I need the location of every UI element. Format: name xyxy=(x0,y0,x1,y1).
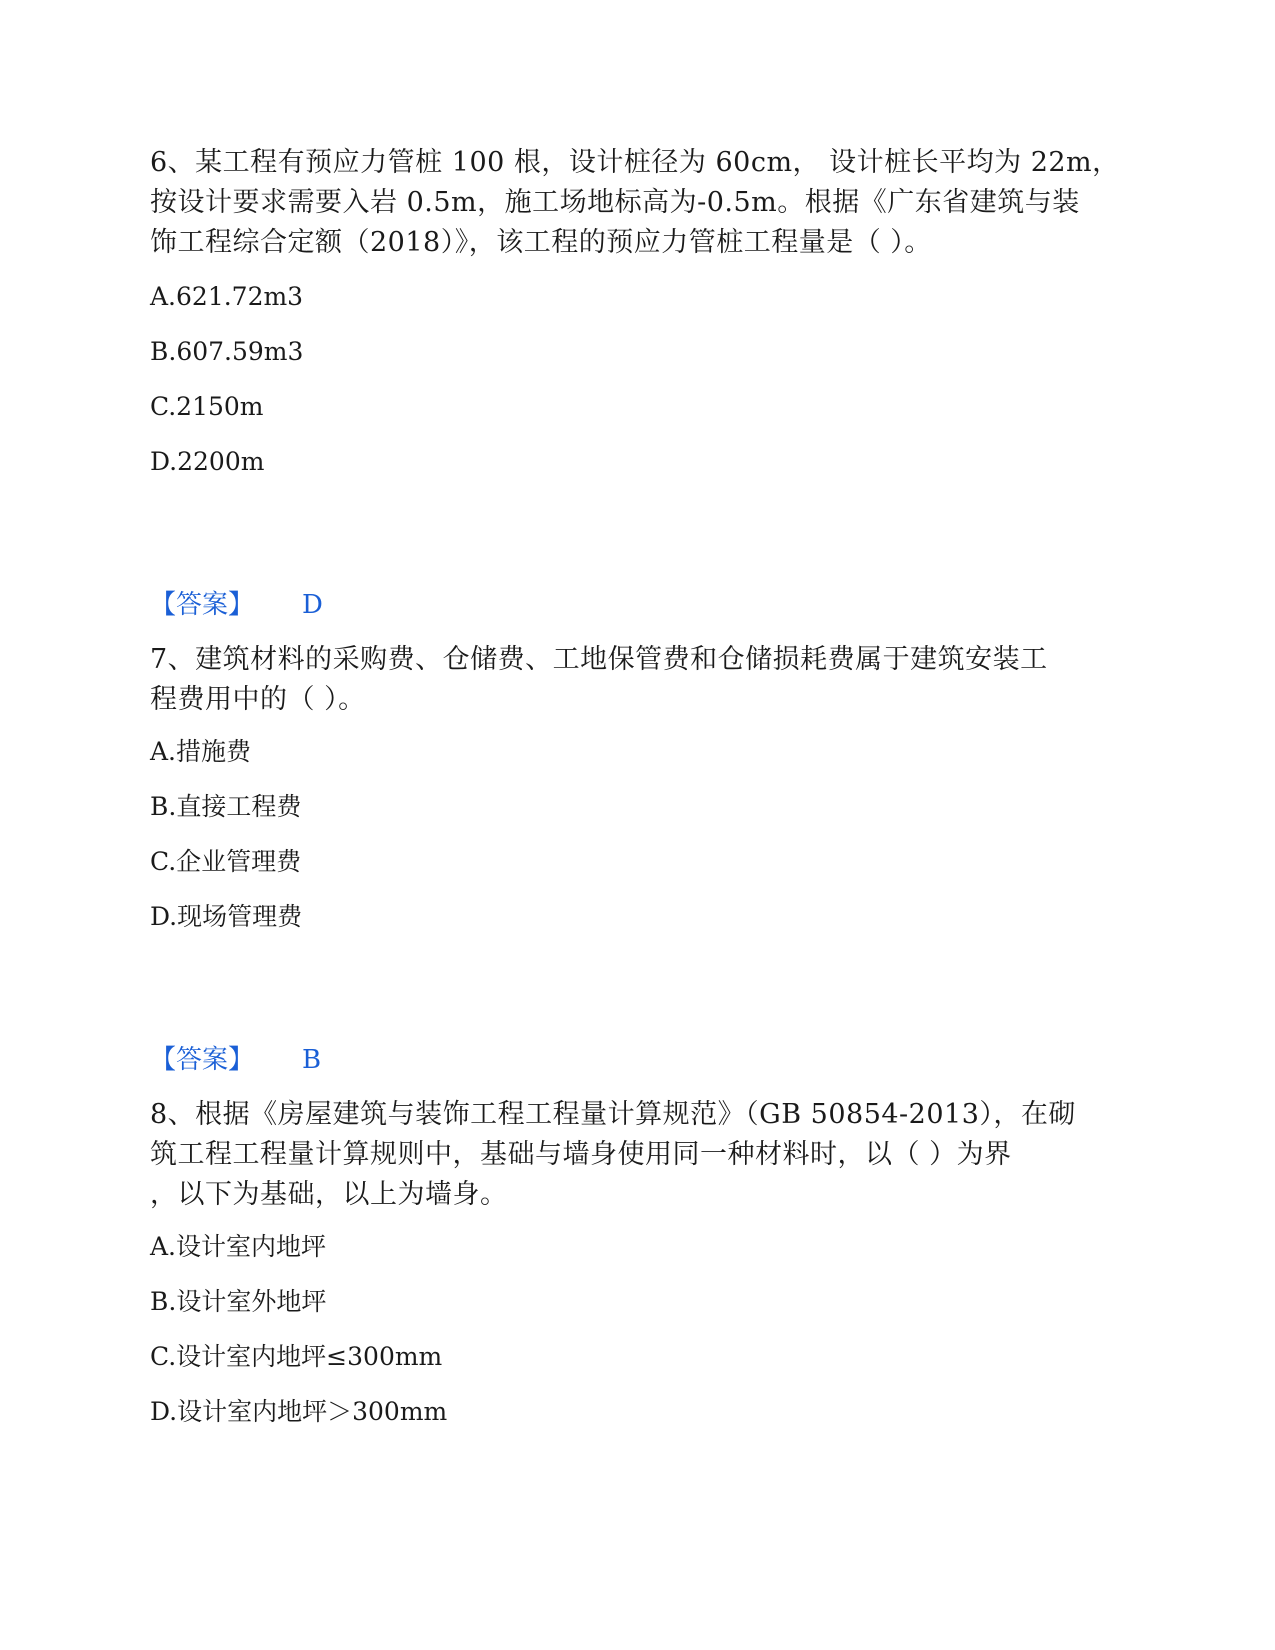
question-8-option-b: B.设计室外地坪 xyxy=(150,1287,327,1316)
question-8-option-c: C.设计室内地坪≤300mm xyxy=(150,1342,443,1371)
question-7-option-a: A.措施费 xyxy=(150,737,252,766)
question-6-stem-line-1: 6、某工程有预应力管桩 100 根，设计桩径为 60cm， 设计桩长平均为 22m， xyxy=(150,147,1120,178)
question-6-option-c: C.2150m xyxy=(150,392,264,421)
question-8-option-d: D.设计室内地坪＞300mm xyxy=(150,1397,448,1426)
question-8-option-a: A.设计室内地坪 xyxy=(150,1232,327,1261)
question-6-stem-line-2: 按设计要求需要入岩 0.5m，施工场地标高为-0.5m。根据《广东省建筑与装 xyxy=(150,187,1080,218)
answer-value: D xyxy=(302,590,323,620)
question-6-option-d: D.2200m xyxy=(150,447,265,476)
question-6-stem-line-3: 饰工程综合定额（2018）》，该工程的预应力管桩工程量是（ ）。 xyxy=(150,227,932,258)
question-6-answer xyxy=(150,588,323,622)
question-8-stem-line-3: ，以下为基础，以上为墙身。 xyxy=(150,1179,508,1210)
answer-label: 【答案】 xyxy=(150,590,255,620)
question-7-option-b: B.直接工程费 xyxy=(150,792,302,821)
question-8-stem-line-2: 筑工程工程量计算规则中，基础与墙身使用同一种材料时，以（ ）为界 xyxy=(150,1139,1012,1170)
question-6-option-b: B.607.59m3 xyxy=(150,337,304,366)
question-6-stem xyxy=(150,143,1120,263)
answer-value: B xyxy=(302,1045,322,1075)
question-7-stem xyxy=(150,640,1110,720)
question-7-stem-line-1: 7、建筑材料的采购费、仓储费、工地保管费和仓储损耗费属于建筑安装工 xyxy=(150,644,1048,675)
question-8-stem xyxy=(150,1095,1110,1215)
question-7-option-c: C.企业管理费 xyxy=(150,847,302,876)
question-6-option-a: A.621.72m3 xyxy=(150,282,304,311)
question-7-option-d: D.现场管理费 xyxy=(150,902,303,931)
question-7-answer xyxy=(150,1043,321,1077)
question-8-stem-line-1: 8、根据《房屋建筑与装饰工程工程量计算规范》（GB 50854-2013），在砌 xyxy=(150,1099,1076,1130)
question-7-stem-line-2: 程费用中的（ ）。 xyxy=(150,684,366,715)
answer-label: 【答案】 xyxy=(150,1045,255,1075)
